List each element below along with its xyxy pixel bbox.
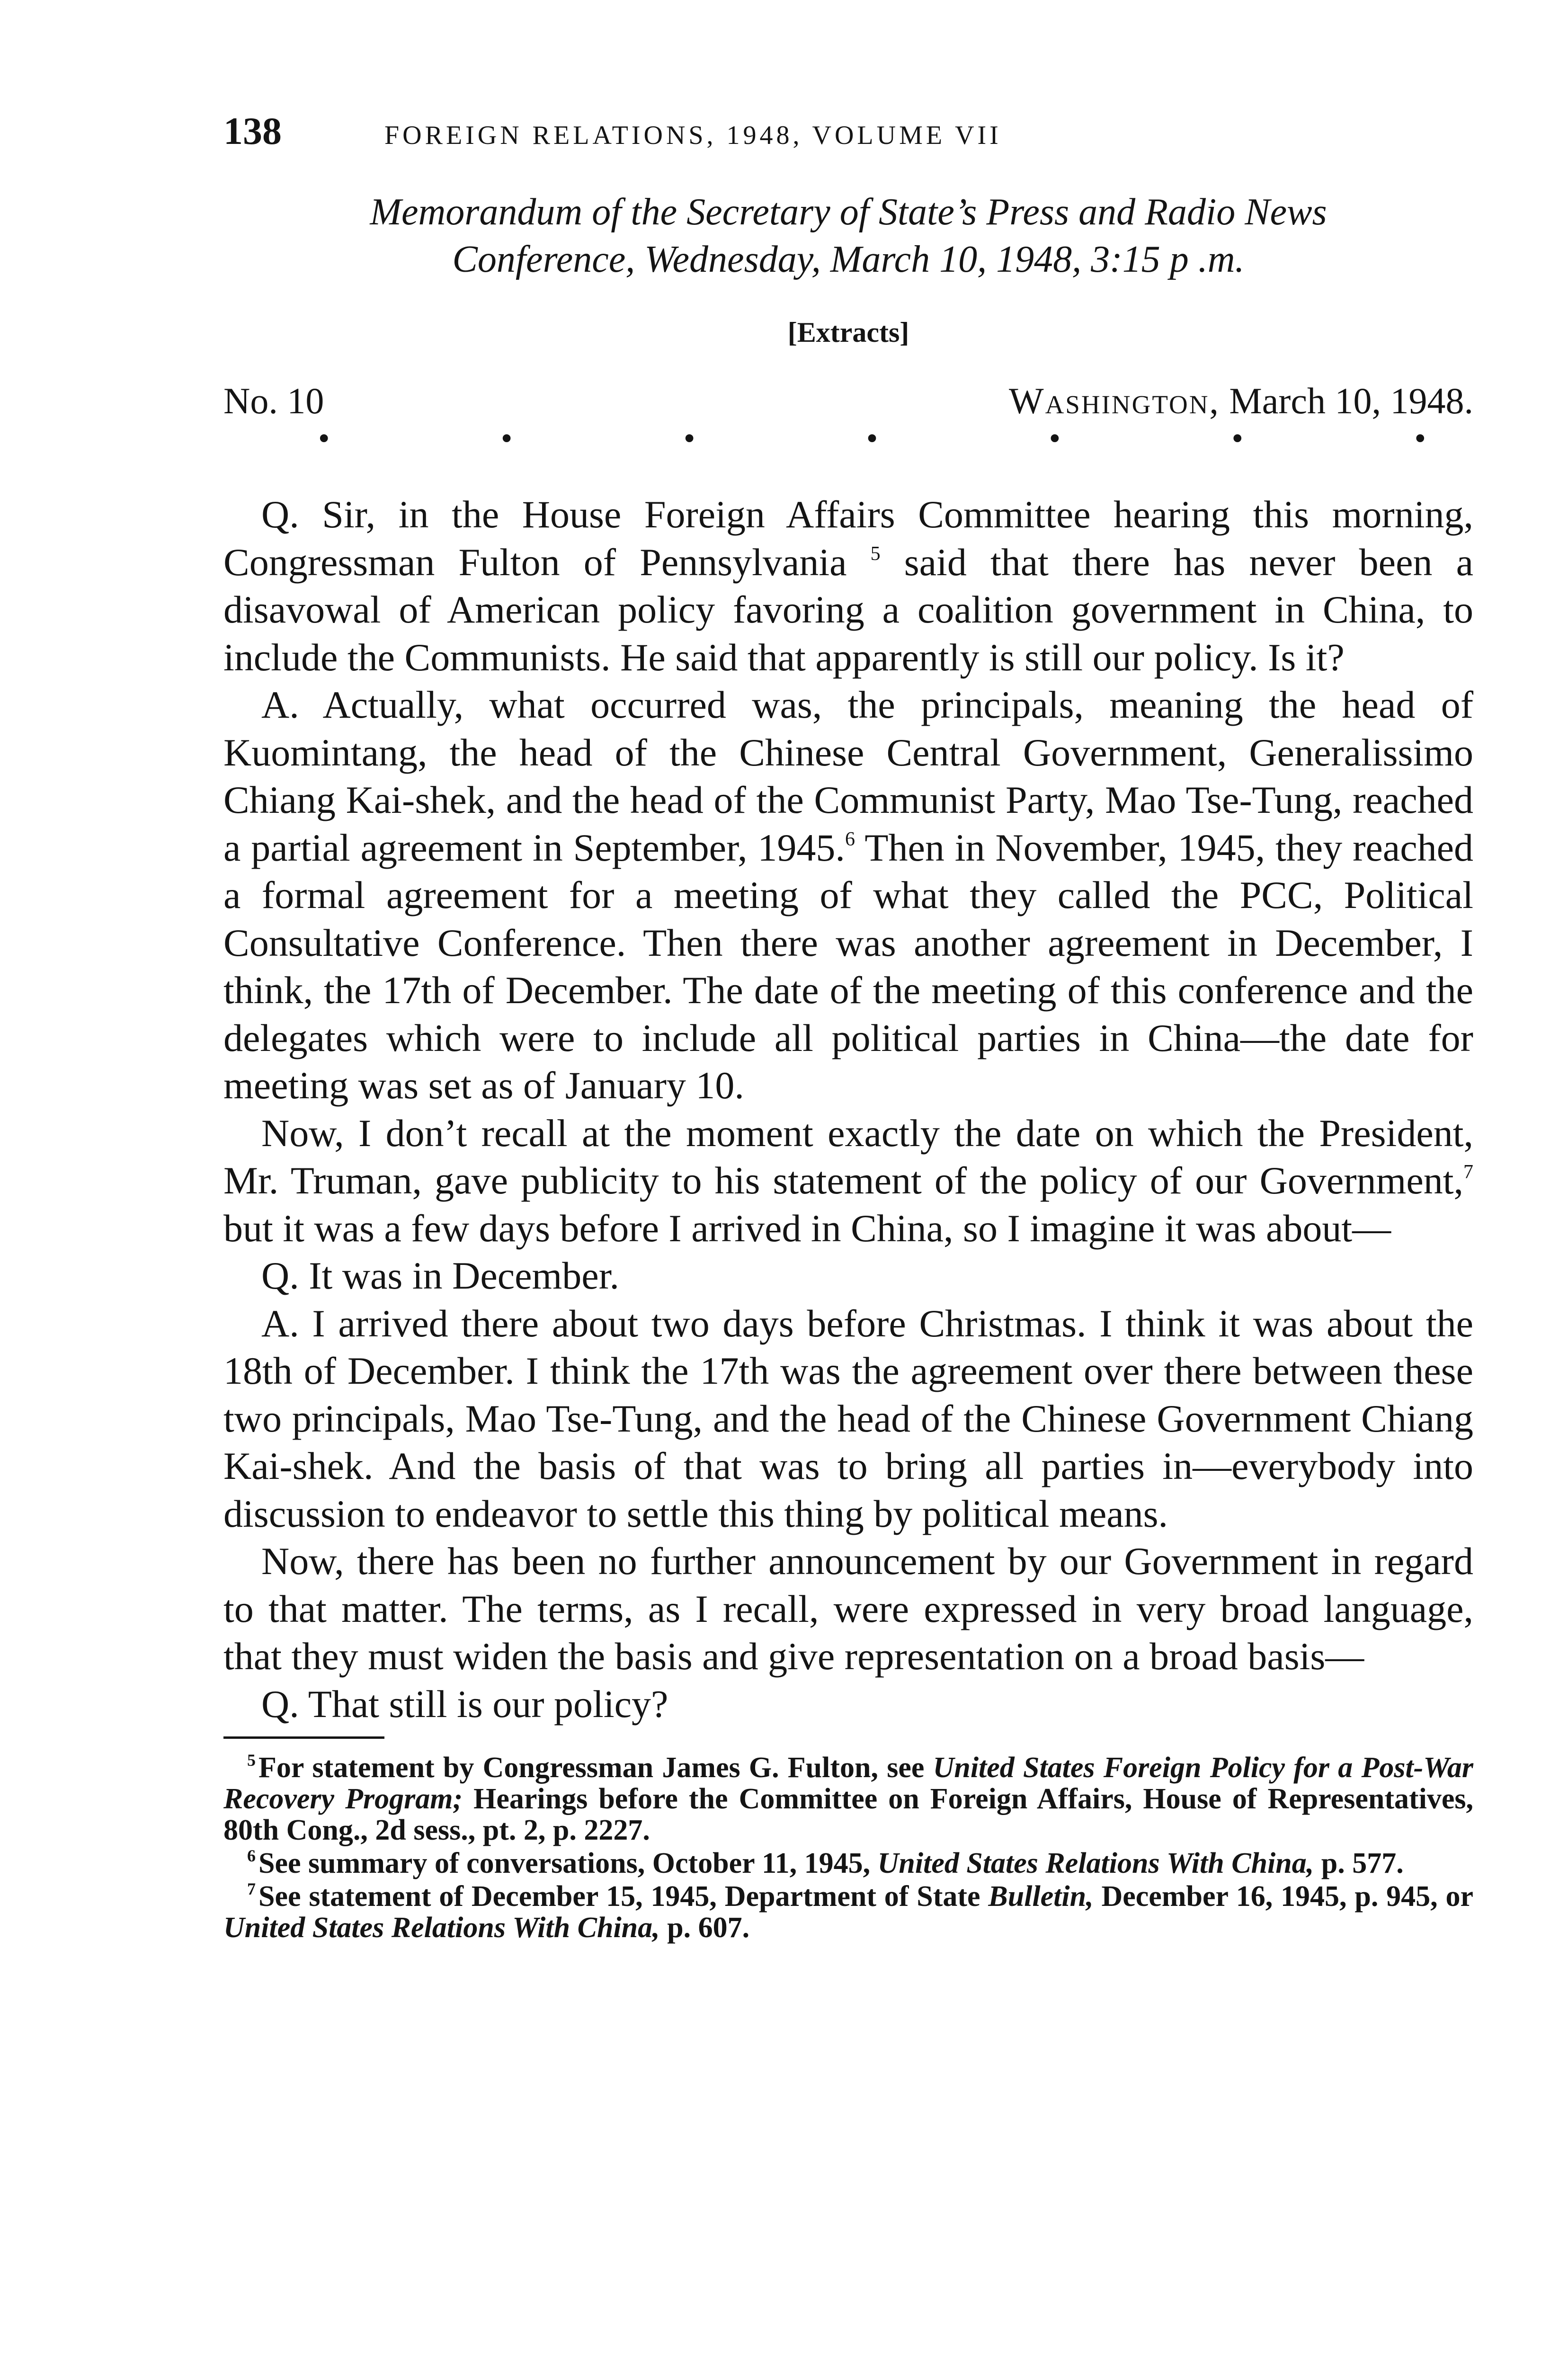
running-head: FOREIGN RELATIONS, 1948, VOLUME VII — [384, 121, 1002, 150]
omission-dot: • — [683, 420, 695, 457]
omission-dots — [223, 420, 1473, 477]
paragraph: Now, there has been no further announcement by our Government in regard to that matter. The terms, as I recall, were expressed in very broad language, that they must widen the basis and give representation on a broad basis— — [223, 1539, 1473, 1678]
paragraph: A. Actually, what occurred was, the principals, meaning the head of Kuomintang, the head of the Chinese Central Government, Generalissimo Chiang Kai-shek, and the head of the Communist Party, Mao Tse-Tung, reached a partial agreement in September, 1945.$^6$ Then in November, 1945, they reached a formal agreement for a meeting of what they called the PCC, Political Consultative Conference. Then there was another agreement in December, I think, the 17th of December. The date of the meeting of this conference and the delegates which were to include all political parties in China—the date for meeting was set as of January 10. — [223, 683, 1473, 1107]
footnote-ref: 7 — [1463, 1161, 1473, 1183]
document-number: No. 10 — [223, 380, 324, 421]
omission-dot: • — [1231, 420, 1244, 457]
omission-dot: • — [500, 420, 513, 457]
document-title — [223, 188, 1473, 283]
paragraph: Q. Sir, in the House Foreign Affairs Committee hearing this morning, Congressman Fulton of Pennsylvania $^5$ said that there has never been a disavowal of American policy favoring a coalition government in China, to include the Communists. He said that apparently is still our policy. Is it? — [223, 493, 1473, 679]
paragraph: Q. That still is our policy? — [261, 1682, 668, 1726]
page-header — [223, 109, 1473, 185]
title-line-2: Conference, Wednesday, March 10, 1948, 3:15 p .m. — [452, 239, 1245, 280]
footnote-7: $^7$See statement of December 15, 1945, Department of State Bulletin, December 16, 1945, p. 945, or United States Relations With China, p. 607. — [223, 1879, 1473, 1944]
omission-dot: • — [866, 420, 878, 457]
dateline-date: March 10, 1948. — [1229, 380, 1473, 421]
extracts-label: [Extracts] — [787, 317, 909, 348]
footnote-ref: 5 — [870, 543, 881, 565]
paragraph: A. I arrived there about two days before Christmas. I think it was about the 18th of December. I think the 17th was the agreement over there between these two principals, Mao Tse-Tung, and the head of the Chinese Government Chiang Kai-shek. And the basis of that was to bring all parties in—everybody into discussion to endeavor to settle this thing by political means. — [223, 1301, 1473, 1535]
page-number: 138 — [223, 109, 282, 152]
footnote-6: $^6$See summary of conversations, October 11, 1945, United States Relations With China, p. 577. — [247, 1846, 1404, 1879]
dateline-place: Washington, — [1008, 380, 1220, 421]
body-text — [223, 491, 1473, 1728]
footnote-5: $^5$For statement by Congressman James G. Fulton, see United States Foreign Policy for a Post-War Recovery Program; Hearings before the Committee on Foreign Affairs, House of Representatives, 80th Cong., 2d sess., pt. 2, p. 2227. — [223, 1751, 1473, 1846]
paragraph: Now, I don’t recall at the moment exactly the date on which the President, Mr. Truman, gave publicity to his statement of the policy of our Government,$^7$ but it was a few days before I arrived in China, so I imagine it was about— — [223, 1111, 1473, 1250]
footnote-mark: 5 — [247, 1751, 256, 1770]
omission-dot: • — [318, 420, 330, 457]
omission-dot: • — [1049, 420, 1061, 457]
dateline — [223, 377, 1473, 425]
footnotes — [223, 1752, 1473, 1943]
footnote-mark: 6 — [247, 1846, 256, 1865]
footnote-divider — [223, 1736, 384, 1739]
omission-dot: • — [1414, 420, 1426, 457]
title-line-1: Memorandum of the Secretary of State’s Press and Radio News — [370, 191, 1327, 233]
footnote-ref: 6 — [845, 828, 855, 850]
place-date — [1009, 377, 1473, 425]
paragraph: Q. It was in December. — [261, 1254, 619, 1297]
document-page — [223, 109, 1473, 1945]
footnote-mark: 7 — [247, 1879, 256, 1898]
